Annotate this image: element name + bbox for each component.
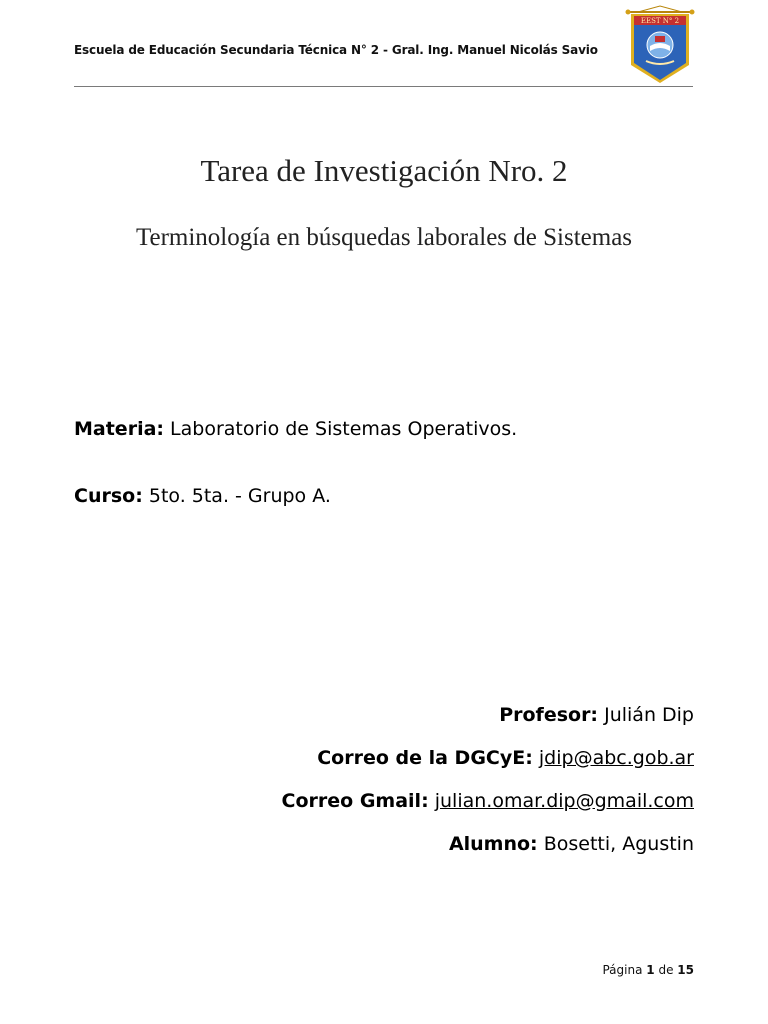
current-page: 1	[646, 963, 655, 977]
page-of: de	[658, 963, 674, 977]
materia-field	[74, 418, 517, 440]
correo-gmail-label: Correo Gmail:	[281, 790, 429, 812]
curso-value: 5to. 5ta. - Grupo A.	[148, 485, 331, 507]
document-subtitle: Terminología en búsquedas laborales de Sistemas	[135, 224, 633, 251]
page-prefix: Página	[602, 963, 643, 977]
curso-label: Curso:	[74, 485, 143, 507]
school-crest-icon	[624, 5, 696, 85]
svg-text:EEST N° 2: EEST N° 2	[640, 17, 680, 25]
profesor-value: Julián Dip	[604, 704, 694, 726]
total-pages: 15	[677, 963, 694, 977]
profesor-field	[499, 704, 694, 726]
page-number	[602, 963, 694, 977]
correo-dgcye-field	[317, 747, 694, 769]
materia-value: Laboratorio de Sistemas Operativos.	[170, 418, 518, 440]
correo-gmail-link[interactable]: julian.omar.dip@gmail.com	[434, 790, 694, 812]
alumno-value: Bosetti, Agustin	[543, 833, 694, 855]
curso-field	[74, 485, 331, 507]
correo-gmail-field	[282, 790, 694, 812]
correo-dgcye-link[interactable]: jdip@abc.gob.ar	[538, 747, 694, 769]
document-title: Tarea de Investigación Nro. 2	[200, 153, 568, 188]
alumno-label: Alumno:	[448, 833, 538, 855]
correo-dgcye-label: Correo de la DGCyE:	[317, 747, 533, 769]
materia-label: Materia:	[74, 418, 164, 440]
school-name-header: Escuela de Educación Secundaria Técnica N° 2 - Gral. Ing. Manuel Nicolás Savio	[74, 43, 598, 57]
profesor-label: Profesor:	[499, 704, 599, 726]
alumno-field	[449, 833, 694, 855]
header-divider	[74, 86, 693, 87]
